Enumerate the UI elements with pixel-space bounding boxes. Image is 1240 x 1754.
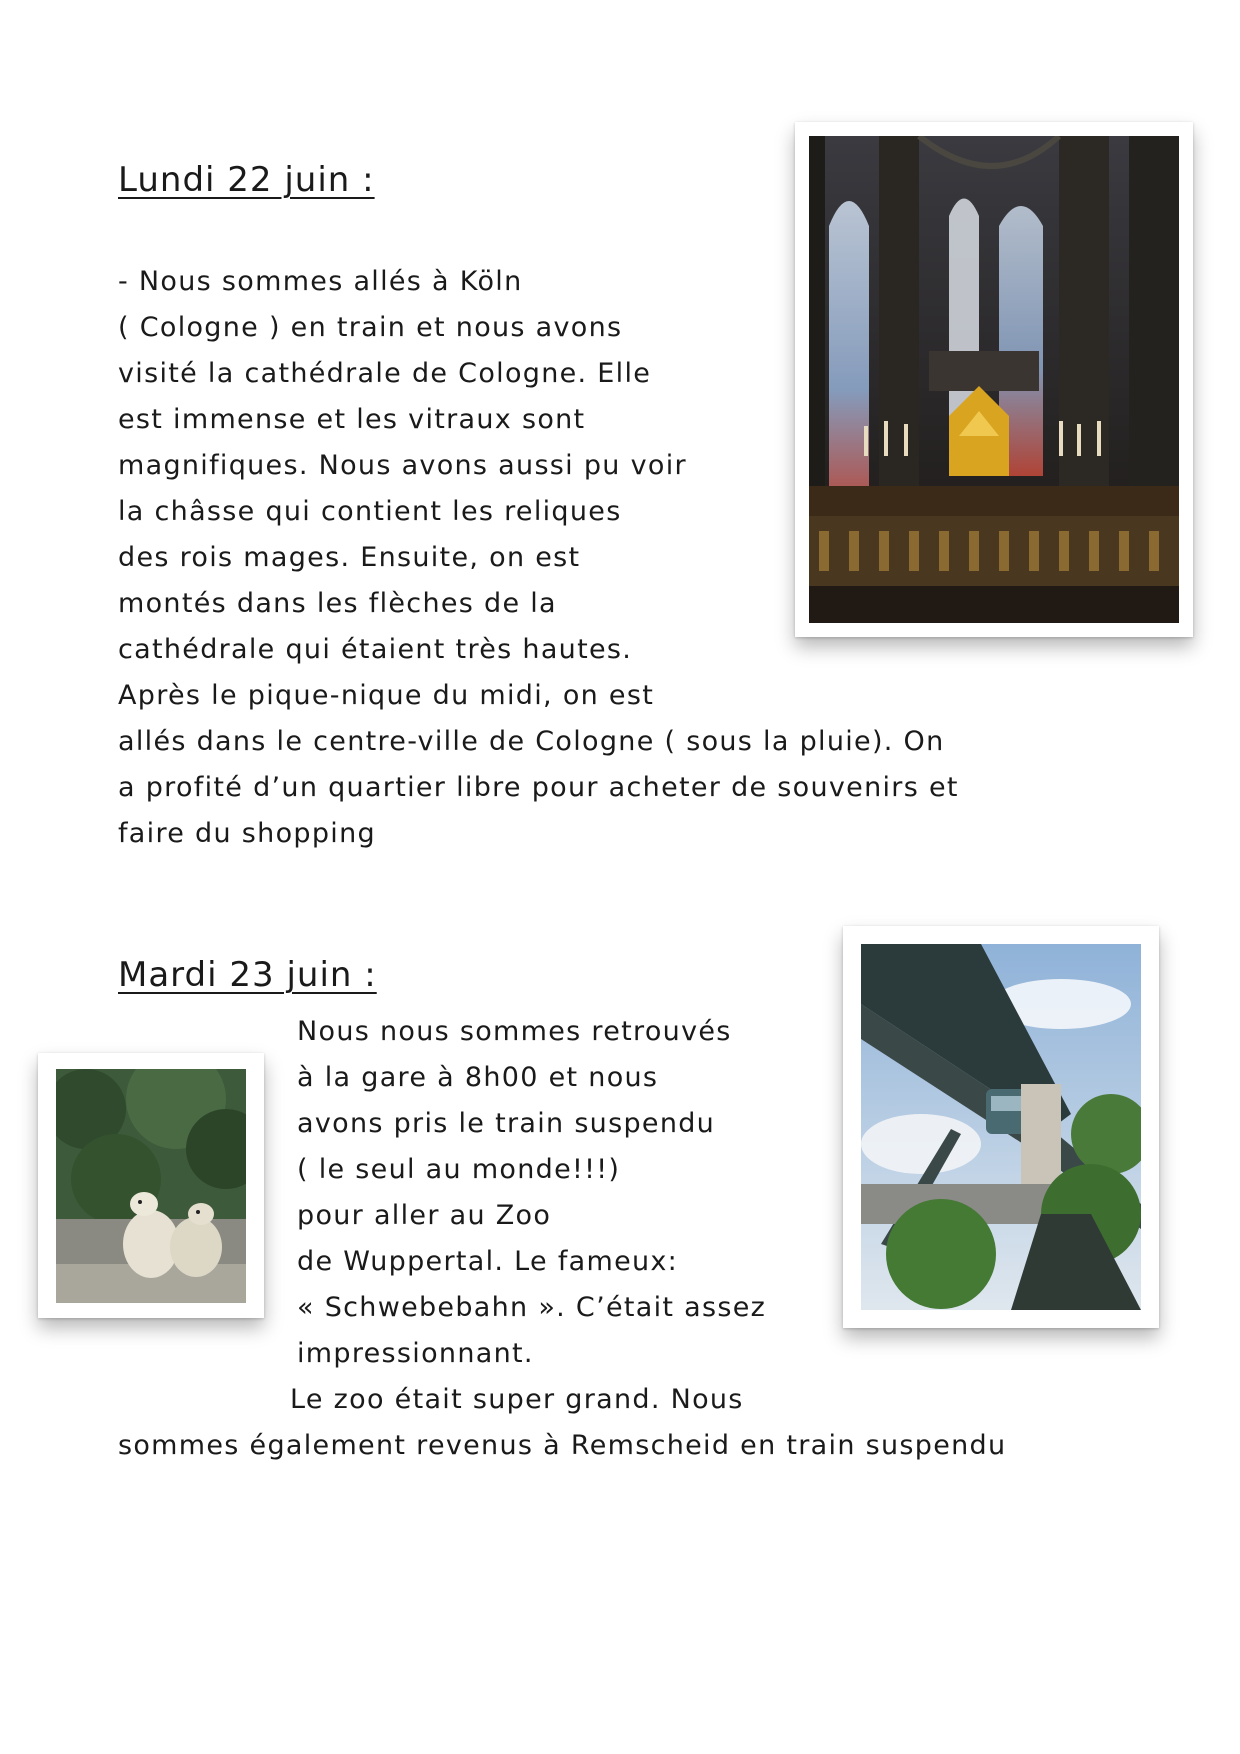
day1-line: cathédrale qui étaient très hautes. xyxy=(118,634,633,665)
day1-line: la châsse qui contient les reliques xyxy=(118,496,622,527)
day2-line: de Wuppertal. Le fameux: xyxy=(297,1246,679,1277)
day2-line: Le zoo était super grand. Nous xyxy=(290,1384,744,1415)
day2-line: avons pris le train suspendu xyxy=(297,1108,716,1139)
day1-heading: Lundi 22 juin : xyxy=(118,160,375,200)
day2-line: Nous nous sommes retrouvés xyxy=(297,1016,732,1047)
suspension-railway-photo-frame xyxy=(843,926,1159,1328)
day2-heading: Mardi 23 juin : xyxy=(118,955,377,995)
day1-line: est immense et les vitraux sont xyxy=(118,404,586,435)
day1-line: ( Cologne ) en train et nous avons xyxy=(118,312,623,343)
day1-line: allés dans le centre-ville de Cologne ( sous la pluie). On xyxy=(118,726,945,757)
day1-line: Après le pique-nique du midi, on est xyxy=(118,680,655,711)
cathedral-interior-image xyxy=(809,136,1179,623)
day1-line: visité la cathédrale de Cologne. Elle xyxy=(118,358,652,389)
day1-line: magnifiques. Nous avons aussi pu voir xyxy=(118,450,687,481)
day1-line: des rois mages. Ensuite, on est xyxy=(118,542,581,573)
polar-bears-photo-frame xyxy=(38,1053,264,1318)
day2-line: impressionnant. xyxy=(297,1338,534,1369)
day1-line: a profité d’un quartier libre pour acheter de souvenirs et xyxy=(118,772,959,803)
day2-line: « Schwebebahn ». C’était assez xyxy=(297,1292,767,1323)
day2-line: ( le seul au monde!!!) xyxy=(297,1154,621,1185)
day2-line: pour aller au Zoo xyxy=(297,1200,552,1231)
day1-line: faire du shopping xyxy=(118,818,376,849)
day2-line: sommes également revenus à Remscheid en train suspendu xyxy=(118,1430,1007,1461)
day1-line: montés dans les flèches de la xyxy=(118,588,557,619)
suspension-railway-image xyxy=(861,944,1141,1310)
cathedral-photo-frame xyxy=(795,122,1193,637)
day2-line: à la gare à 8h00 et nous xyxy=(297,1062,659,1093)
polar-bears-image xyxy=(56,1069,246,1303)
day1-line: - Nous sommes allés à Köln xyxy=(118,266,523,297)
